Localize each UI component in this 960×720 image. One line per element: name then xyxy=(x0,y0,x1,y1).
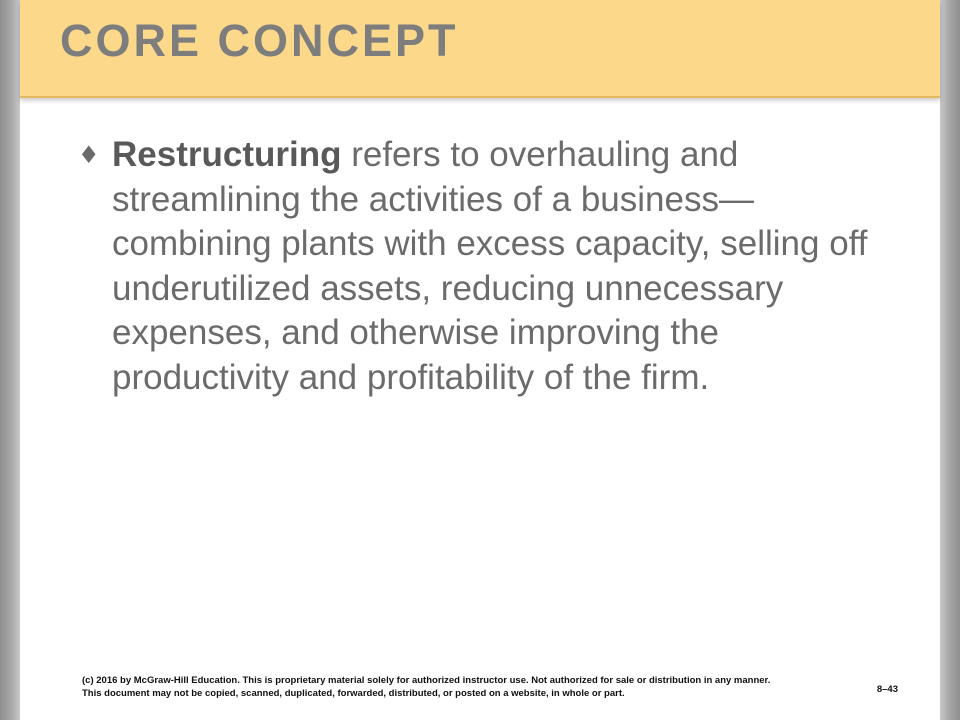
slide-title: CORE CONCEPT xyxy=(60,15,459,66)
bullet-text xyxy=(112,133,888,400)
page-number: 8–43 xyxy=(876,684,898,695)
diamond-bullet-icon: ♦ xyxy=(78,141,100,169)
bullet-definition: refers to overhauling and streamlining the activities of a business—combining plants with excess capacity, selling off underutilized assets, reducing unnecessary expenses, and otherwise improving the productivity and profitability of the firm. xyxy=(112,135,868,397)
bullet-item xyxy=(78,133,888,400)
slide-body xyxy=(78,133,888,400)
left-edge-band xyxy=(0,0,20,720)
right-edge-band xyxy=(940,0,960,720)
copyright-footer: (c) 2016 by McGraw-Hill Education. This is proprietary material solely for authorized instructor use. Not authorized for sale or distribution in any manner. This document may not be copied, scanned, duplicated, forwarded, distributed, or posted on a website, in whole or part. xyxy=(82,675,771,699)
bullet-term: Restructuring xyxy=(112,135,342,174)
title-bar xyxy=(20,0,940,98)
